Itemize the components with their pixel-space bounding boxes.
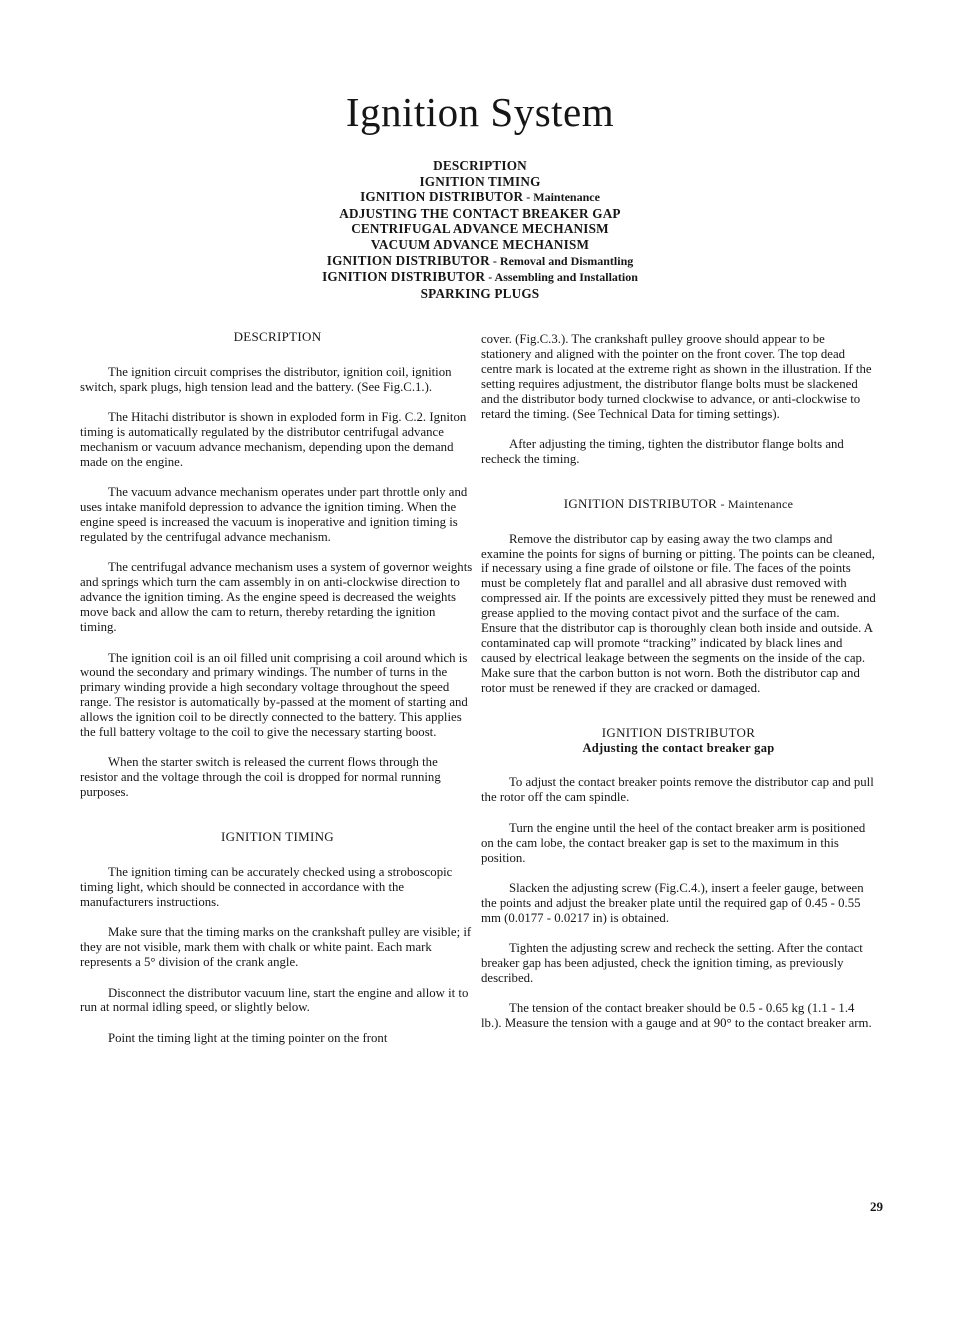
contents-item-label: IGNITION TIMING (419, 173, 541, 189)
contents-item-label: DESCRIPTION (433, 158, 527, 173)
contents-item-label: VACUUM ADVANCE MECHANISM (370, 236, 590, 252)
contents-item (230, 253, 730, 270)
paragraph: The vacuum advance mechanism operates under part throttle only and uses intake manifold depression to advance the ignition timing. When the engine speed is increased the vacuum is inoperative and ignition timing is regulated by the centrifugal advance mechanism. (80, 485, 468, 545)
paragraph: Disconnect the distributor vacuum line, start the engine and allow it to run at normal idling speed, or slightly below. (80, 985, 469, 1015)
paragraph: When the starter switch is released the current flows through the resistor and the voltage through the coil is dropped for normal running purposes. (80, 755, 441, 800)
paragraph: To adjust the contact breaker points remove the distributor cap and pull the rotor off the cam spindle. (481, 775, 874, 805)
contents-item-label: ADJUSTING THE CONTACT BREAKER GAP (339, 205, 621, 221)
paragraph: The ignition timing can be accurately checked using a stroboscopic timing light, which should be connected in accordance with the manufacturers instructions. (80, 865, 453, 909)
contents-item (230, 206, 730, 222)
section-heading-ignition-timing: IGNITION TIMING (221, 829, 334, 845)
section-heading-distributor-maintenance (481, 497, 876, 512)
contents-item (230, 174, 730, 190)
section-heading-sublabel: Adjusting the contact breaker gap (582, 740, 775, 755)
paragraph: Remove the distributor cap by easing away the two clamps and examine the points for signs of burning or pitting. The points can be cleaned, if necessary using a fine grade of oilstone or file. The faces of the points must be completely flat and parallel and all abrasive dust removed with compressed air. If the points are excessively pitted they must be renewed and grease applied to the moving contact pivot and the surface of the cam. Ensure that the distributor cap is thoroughly clean both inside and outside. A contaminated cap will promote “tracking” indicated by black lines and caused by electrical leakage between the segments on the inside of the cap. Make sure that the carbon button is not worn. Both the distributor cap and rotor must be renewed if they are cracked or damaged. (481, 531, 876, 695)
paragraph: Slacken the adjusting screw (Fig.C.4.), insert a feeler gauge, between the points and adjust the breaker plate until the required gap of 0.45 - 0.55 mm (0.0177 - 0.0217 in) is obtained. (481, 880, 864, 925)
section-heading-description: DESCRIPTION (233, 329, 322, 344)
contents-item (230, 269, 730, 286)
contents-item-label: IGNITION DISTRIBUTOR (360, 189, 524, 205)
paragraph: cover. (Fig.C.3.). The crankshaft pulley groove should appear to be stationery and aligned with the pointer on the front cover. The top dead centre mark is located at the extreme right as shown in the illustration. If the setting requires adjustment, the distributor flange bolts must be slackened and the distributor body turned clockwise to advance, or anti-clockwise to retard the timing. (See Technical Data for timing settings). (481, 332, 872, 421)
left-column (80, 330, 475, 1061)
page-number: 29 (870, 1199, 883, 1214)
contents-item-sublabel: - Assembling and Installation (485, 270, 638, 285)
page-title: Ignition System (345, 89, 615, 135)
contents-item-label: IGNITION DISTRIBUTOR (326, 252, 490, 268)
section-heading-label: IGNITION DISTRIBUTOR (563, 495, 718, 511)
paragraph: The centrifugal advance mechanism uses a system of governor weights and springs which turn the cam assembly in on anti-clockwise direction to advance the ignition timing. As the engine speed is decreased the weights move back and allow the cam to return, thereby retarding the ignition timing. (80, 560, 473, 635)
contents-item-sublabel: - Maintenance (523, 190, 600, 205)
paragraph: Turn the engine until the heel of the contact breaker arm is positioned on the cam lobe, the contact breaker gap is set to the maximum in this position. (481, 820, 866, 865)
contents-item (230, 189, 730, 206)
paragraph: The ignition circuit comprises the distributor, ignition coil, ignition switch, spark plugs, high tension lead and the battery. (See Fig.C.1.). (80, 364, 452, 394)
paragraph: Tighten the adjusting screw and recheck the setting. After the contact breaker gap has been adjusted, check the ignition timing, as previously described. (481, 941, 863, 985)
contents-list (230, 158, 730, 301)
right-column (481, 332, 876, 1047)
contents-item (230, 237, 730, 253)
contents-item-sublabel: - Removal and Dismantling (489, 253, 634, 268)
section-heading-label: IGNITION DISTRIBUTOR (601, 724, 756, 740)
contents-item-label: CENTRIFUGAL ADVANCE MECHANISM (351, 221, 609, 237)
contents-item (230, 158, 730, 174)
paragraph: After adjusting the timing, tighten the distributor flange bolts and recheck the timing. (481, 436, 844, 466)
paragraph: The ignition coil is an oil filled unit comprising a coil around which is wound the secondary and primary windings. The number of turns in the primary winding provide a high secondary voltage throughout the speed range. The resistor is automatically by-passed at the moment of starting and allows the ignition coil to be directly connected to the battery. This applies the full battery voltage to the coil to give the necessary starting boost. (80, 650, 468, 740)
paragraph: Point the timing light at the timing pointer on the front (108, 1030, 388, 1045)
contents-item-label: SPARKING PLUGS (420, 285, 540, 301)
paragraph: Make sure that the timing marks on the crankshaft pulley are visible; if they are not visible, mark them with chalk or white paint. Each mark represents a 5° division of the crank angle. (80, 925, 472, 970)
section-heading-contact-breaker-gap (481, 726, 876, 756)
paragraph: The Hitachi distributor is shown in exploded form in Fig. C.2. Igniton timing is automatically regulated by the distributor centrifugal advance mechanism or vacuum advance mechanism, depending upon the demand made on the engine. (80, 410, 467, 469)
paragraph: The tension of the contact breaker should be 0.5 - 0.65 kg (1.1 - 1.4 lb.). Measure the tension with a gauge and at 90° to the contact breaker arm. (481, 1001, 872, 1031)
contents-item (230, 221, 730, 237)
contents-item (230, 286, 730, 302)
contents-item-label: IGNITION DISTRIBUTOR (322, 269, 486, 285)
section-heading-sublabel: - Maintenance (717, 496, 794, 511)
